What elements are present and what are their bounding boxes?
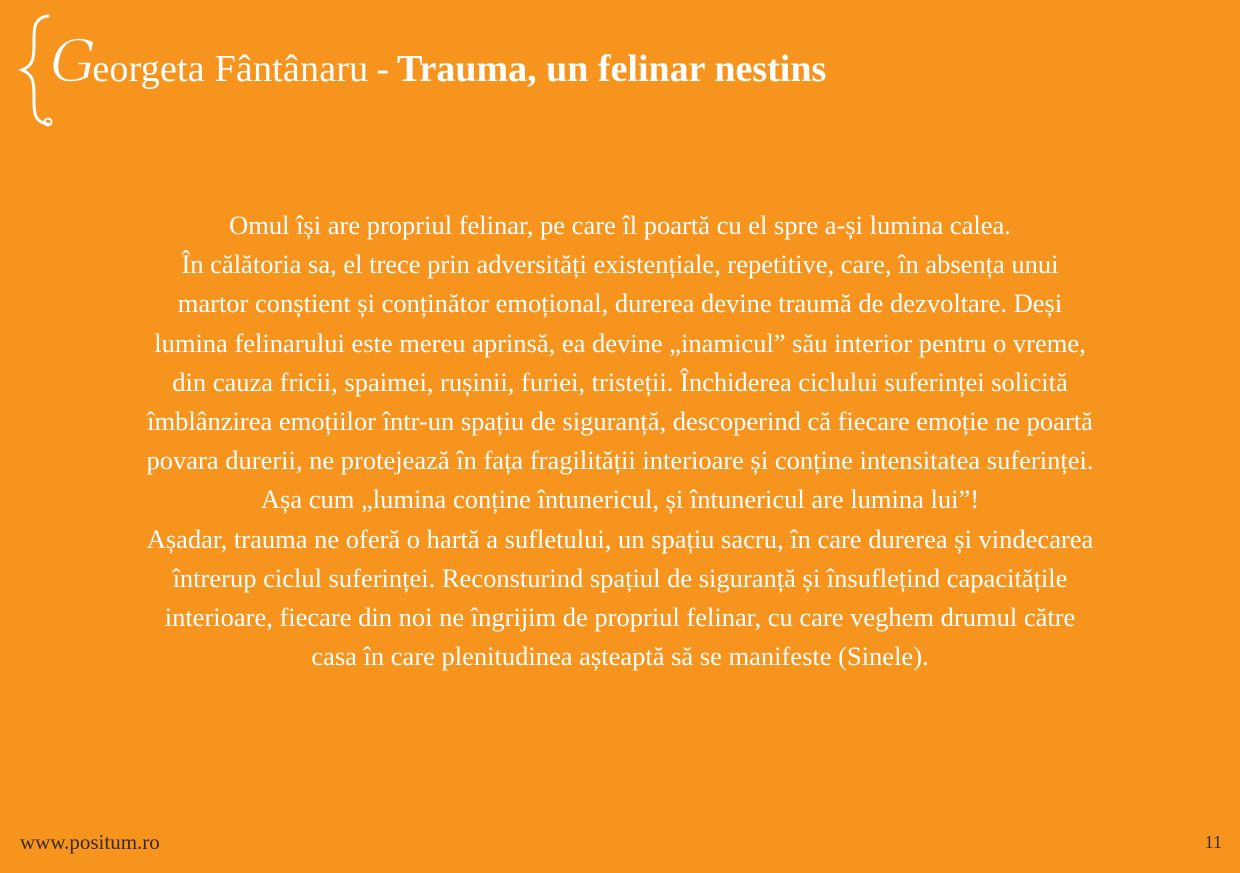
title-separator: - (376, 48, 389, 90)
body-line: povara durerii, ne protejează în fața fragilității interioare și conține intensitatea suferinței. (146, 445, 1094, 476)
website-link[interactable]: www.positum.ro (20, 830, 160, 854)
page-header (18, 12, 1018, 132)
body-line: Așadar, trauma ne oferă o hartă a sufletului, un spațiu sacru, în care durerea și vindecarea (146, 523, 1094, 554)
page-number: 11 (1204, 832, 1222, 852)
body-line: îmblânzirea emoțiilor într-un spațiu de siguranță, descoperind că fiecare emoție ne poartă (147, 406, 1093, 437)
body-line: Așa cum „lumina conține întunericul, și întunericul are lumina lui”! (260, 484, 980, 515)
body-line: Omul își are propriul felinar, pe care îl poartă cu el spre a-și lumina calea. (229, 210, 1011, 240)
author-initial: G (50, 27, 97, 95)
body-line: casa în care plenitudinea așteaptă să se manifeste (Sinele). (311, 641, 929, 672)
body-line: din cauza fricii, spaimei, rușinii, furiei, tristeții. Închiderea ciclului suferinței solicită (172, 366, 1068, 397)
body-line: lumina felinarului este mereu aprinsă, ea devine „inamicul” său interior pentru o vreme, (154, 327, 1086, 358)
work-title: Trauma, un felinar nestins (396, 48, 827, 90)
body-line: În călătoria sa, el trece prin adversități existențiale, repetitive, care, în absența unui (181, 249, 1059, 280)
body-paragraph (0, 206, 1240, 676)
body-line: întrerup ciclul suferinței. Reconsturind spațiul de siguranță și însuflețind capacitățile (172, 562, 1068, 593)
body-line: interioare, fiecare din noi ne îngrijim de propriul felinar, cu care veghem drumul către (164, 602, 1076, 633)
author-name: eorgeta Fântânaru (92, 48, 369, 90)
header-title (50, 27, 827, 95)
body-line: martor conștient și conținător emoțional, durerea devine traumă de dezvoltare. Deși (177, 288, 1063, 319)
